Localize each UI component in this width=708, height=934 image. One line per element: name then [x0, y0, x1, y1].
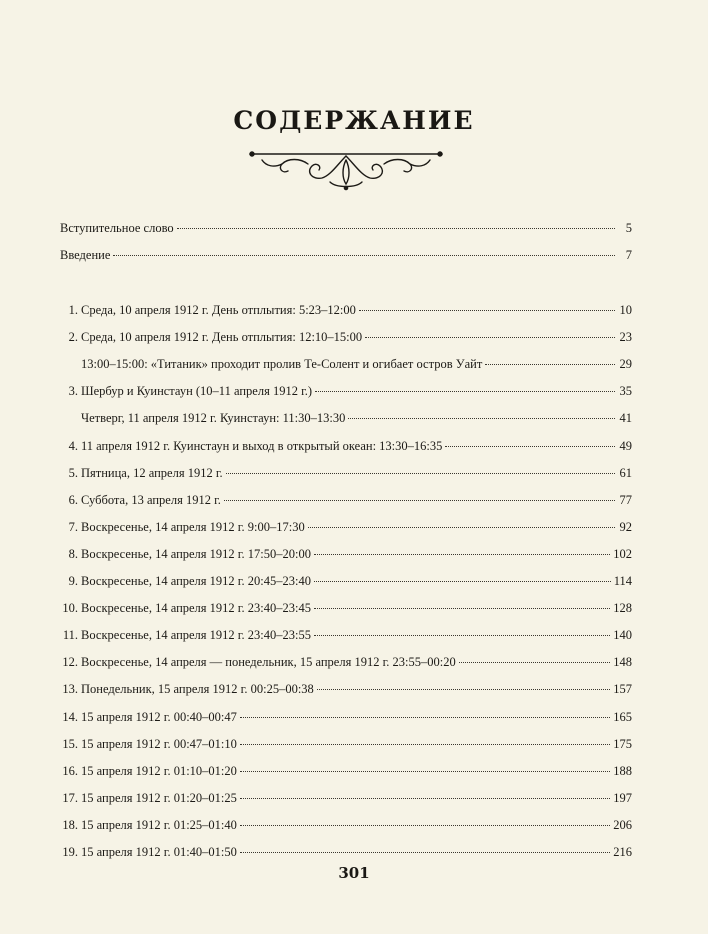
toc-entry-title: 15 апреля 1912 г. 00:47–01:10: [81, 737, 237, 751]
dot-leader: [459, 661, 610, 663]
dot-leader: [314, 553, 610, 555]
toc-entry-number: 6.: [68, 493, 78, 507]
toc-entry-number: 1.: [68, 303, 78, 317]
toc-entry[interactable]: [60, 790, 632, 806]
toc-entry-number: 18.: [62, 818, 78, 832]
dot-leader: [314, 634, 610, 636]
toc-entry[interactable]: [60, 627, 632, 643]
toc-entry[interactable]: [60, 247, 632, 263]
toc-entry-title: Вступительное слово: [60, 221, 174, 235]
toc-entry-title: 15 апреля 1912 г. 01:25–01:40: [81, 818, 237, 832]
toc-entry[interactable]: [60, 681, 632, 697]
dot-leader: [240, 797, 610, 799]
toc-entry-title: Четверг, 11 апреля 1912 г. Куинстаун: 11:30–13:30: [81, 411, 346, 425]
toc-entry-page: 206: [613, 818, 632, 832]
toc-entry-title: Суббота, 13 апреля 1912 г.: [81, 493, 221, 507]
toc-entry[interactable]: [60, 220, 632, 236]
toc-entry-title: Пятница, 12 апреля 1912 г.: [81, 466, 223, 480]
toc-entry-title: Воскресенье, 14 апреля 1912 г. 23:40–23:45: [81, 601, 311, 615]
toc-entry-number: 15.: [62, 737, 78, 751]
toc-entry-title: Воскресенье, 14 апреля 1912 г. 17:50–20:00: [81, 547, 311, 561]
toc-entry-title: 13:00–15:00: «Титаник» проходит пролив Те-Солент и огибает остров Уайт: [81, 357, 483, 371]
toc-entry-number: 11.: [62, 628, 78, 642]
toc-entry-title: Введение: [60, 248, 111, 262]
toc-entry-page: 165: [613, 710, 632, 724]
page-number: 301: [338, 864, 370, 882]
toc-entry-number: 14.: [62, 710, 78, 724]
dot-leader: [314, 580, 611, 582]
toc-entry-title: 15 апреля 1912 г. 01:40–01:50: [81, 845, 237, 859]
toc-entry-page: 7: [625, 248, 632, 262]
toc-entry-page: 92: [619, 520, 632, 534]
toc-entry-page: 140: [613, 628, 632, 642]
page-title: СОДЕРЖАНИЕ: [233, 106, 475, 135]
toc-entry-number: 17.: [62, 791, 78, 805]
dot-leader: [308, 526, 615, 528]
toc-entry[interactable]: [60, 709, 632, 725]
dot-leader: [359, 309, 615, 311]
toc-entry-number: 9.: [68, 574, 78, 588]
toc-entry-title: Среда, 10 апреля 1912 г. День отплытия: 5:23–12:00: [81, 303, 356, 317]
dot-leader: [240, 770, 610, 772]
dot-leader: [240, 824, 610, 826]
dot-leader: [485, 363, 615, 365]
toc-entry-title: 11 апреля 1912 г. Куинстаун и выход в открытый океан: 13:30–16:35: [81, 439, 443, 453]
toc-entry-title: 15 апреля 1912 г. 01:20–01:25: [81, 791, 237, 805]
toc-entry-number: 2.: [68, 330, 78, 344]
toc-entry-page: 188: [613, 764, 632, 778]
toc-entry-title: Воскресенье, 14 апреля — понедельник, 15 апреля 1912 г. 23:55–00:20: [81, 655, 456, 669]
dot-leader: [240, 743, 610, 745]
toc-entry-number: 16.: [62, 764, 78, 778]
toc-entry[interactable]: [60, 465, 632, 481]
toc-entry-number: 4.: [68, 439, 78, 453]
toc-entry-number: 19.: [62, 845, 78, 859]
toc-entry-page: 114: [613, 574, 632, 588]
toc-entry-title: 15 апреля 1912 г. 01:10–01:20: [81, 764, 237, 778]
toc-entry-page: 23: [619, 330, 632, 344]
toc-entry-title: Среда, 10 апреля 1912 г. День отплытия: 12:10–15:00: [81, 330, 363, 344]
toc-entry[interactable]: [60, 438, 632, 454]
dot-leader: [365, 336, 615, 338]
toc-entry-title: Воскресенье, 14 апреля 1912 г. 9:00–17:30: [81, 520, 305, 534]
dot-leader: [177, 227, 615, 229]
toc-entry-page: 148: [613, 655, 632, 669]
dot-leader: [226, 472, 615, 474]
dot-leader: [445, 445, 615, 447]
toc-entry-page: 175: [613, 737, 632, 751]
toc-entry-number: 8.: [68, 547, 78, 561]
dot-leader: [113, 254, 615, 256]
toc-entry-page: 49: [619, 439, 632, 453]
ornament-divider: [248, 146, 444, 192]
toc-entry-page: 157: [613, 682, 632, 696]
dot-leader: [224, 499, 615, 501]
toc-subentry[interactable]: [60, 410, 632, 426]
toc-entry-number: 12.: [62, 655, 78, 669]
toc-entry-page: 128: [613, 601, 632, 615]
toc-entry-number: 3.: [68, 384, 78, 398]
toc-subentry[interactable]: [60, 356, 632, 372]
toc-entry[interactable]: [60, 654, 632, 670]
toc-entry[interactable]: [60, 573, 632, 589]
toc-entry-title: Понедельник, 15 апреля 1912 г. 00:25–00:38: [81, 682, 314, 696]
toc-entry-title: Воскресенье, 14 апреля 1912 г. 23:40–23:55: [81, 628, 311, 642]
toc-entry-page: 77: [619, 493, 632, 507]
toc-entry-page: 35: [619, 384, 632, 398]
toc-entry[interactable]: [60, 817, 632, 833]
toc-entry[interactable]: [60, 600, 632, 616]
toc-entry-title: Шербур и Куинстаун (10–11 апреля 1912 г.): [81, 384, 313, 398]
toc-entry[interactable]: [60, 546, 632, 562]
toc-entry[interactable]: [60, 519, 632, 535]
dot-leader: [240, 851, 610, 853]
toc-entry-title: Воскресенье, 14 апреля 1912 г. 20:45–23:40: [81, 574, 311, 588]
dot-leader: [315, 390, 615, 392]
toc-entry-page: 5: [625, 221, 632, 235]
toc-entry-page: 102: [613, 547, 632, 561]
toc-entry-page: 10: [619, 303, 632, 317]
toc-entry[interactable]: [60, 492, 632, 508]
dot-leader: [314, 607, 610, 609]
toc-entry[interactable]: [60, 844, 632, 860]
toc-entry-number: 7.: [68, 520, 78, 534]
toc-entry[interactable]: [60, 329, 632, 345]
toc-entry-page: 61: [619, 466, 632, 480]
toc-entry[interactable]: [60, 383, 632, 399]
toc-entry-page: 41: [619, 411, 632, 425]
toc-entry-title: 15 апреля 1912 г. 00:40–00:47: [81, 710, 237, 724]
toc-entry-number: 13.: [62, 682, 78, 696]
dot-leader: [317, 688, 610, 690]
toc-entry-page: 216: [613, 845, 632, 859]
toc-entry[interactable]: [60, 736, 632, 752]
toc-entry-page: 197: [613, 791, 632, 805]
dot-leader: [240, 716, 610, 718]
toc-entry-number: 5.: [68, 466, 78, 480]
toc-entry[interactable]: [60, 763, 632, 779]
toc-entry-page: 29: [619, 357, 632, 371]
toc-entry-number: 10.: [62, 601, 78, 615]
toc-entry[interactable]: [60, 302, 632, 318]
dot-leader: [348, 417, 615, 419]
